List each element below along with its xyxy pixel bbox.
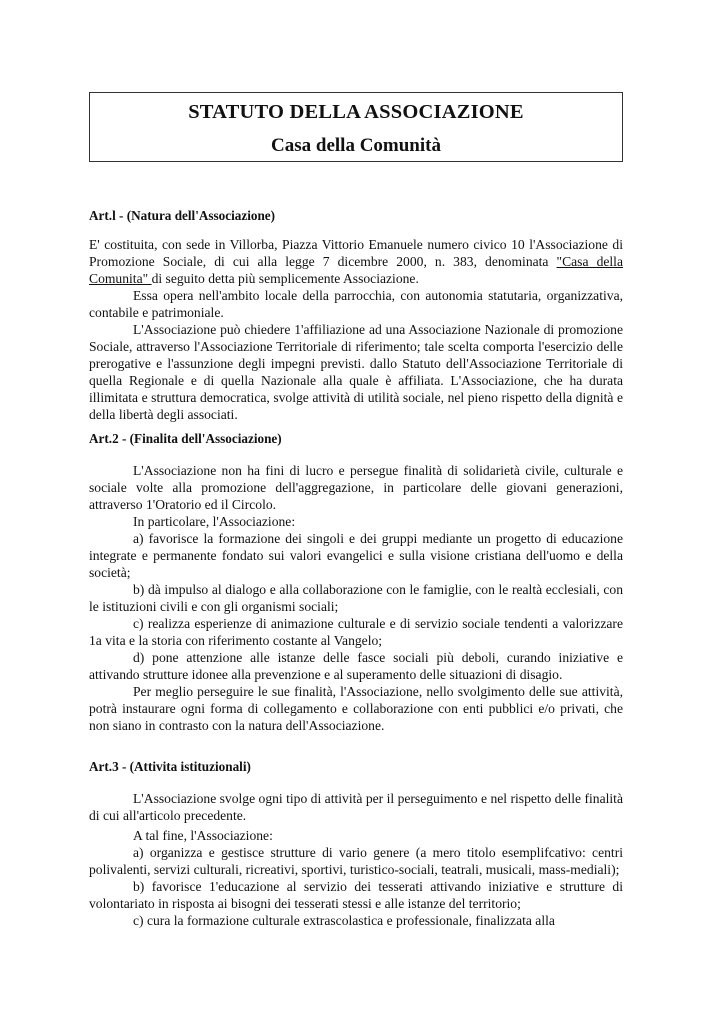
art3-paragraph-1: L'Associazione svolge ogni tipo di attività per il perseguimento e nel rispetto delle finalità di cui all'articolo precedente.: [89, 791, 623, 823]
association-name: Casa della Comunità: [271, 135, 441, 156]
art2-item-c: c) realizza esperienze di animazione culturale e di servizio sociale tendenti a valorizzare 1a vita e la storia con riferimento costante al Vangelo;: [89, 616, 623, 648]
art1-heading: Art.l - (Natura dell'Associazione): [89, 208, 276, 223]
art2-item-d: d) pone attenzione alle istanze delle fasce sociali più deboli, curando iniziative e attivando strutture idonee alla prevenzione e al superamento delle situazioni di disagio.: [89, 650, 623, 682]
art1-paragraph-1: [89, 236, 623, 287]
art1-p1-post: di seguito detta più semplicemente Associazione.: [151, 271, 419, 286]
art2-item-b: b) dà impulso al dialogo e alla collaborazione con le famiglie, con le realtà ecclesiali, con le istituzioni civili e con gli organismi sociali;: [89, 582, 623, 614]
art3-paragraph-2: A tal fine, l'Associazione:: [133, 828, 273, 843]
art2-heading: Art.2 - (Finalita dell'Associazione): [89, 431, 282, 446]
document-title: STATUTO DELLA ASSOCIAZIONE: [188, 101, 524, 123]
art1-p1-pre: E' costituita, con sede in Villorba, Piazza Vittorio Emanuele numero civico 10 l'Associazione di Promozione Sociale, di cui alla legge 7 dicembre 2000, n. 383, denominata: [89, 237, 623, 269]
art2-body: [89, 462, 623, 734]
title-box: [89, 92, 623, 162]
art1-body: [89, 236, 623, 423]
document-page: [89, 92, 623, 928]
art2-paragraph-3: Per meglio perseguire le sue finalità, l'Associazione, nello svolgimento delle sue attività, potrà instaurare ogni forma di collegamento e collaborazione con enti pubblici e/o privati, che non siano in contrasto con la natura dell'Associazione.: [89, 684, 623, 733]
art2-paragraph-1: L'Associazione non ha fini di lucro e persegue finalità di solidarietà civile, culturale e sociale volte alla promozione dell'aggregazione, in particolare delle giovani generazioni, attraverso 1'Oratorio ed il Circolo.: [89, 463, 623, 512]
art1-paragraph-3: L'Associazione può chiedere 1'affiliazione ad una Associazione Nazionale di promozione Sociale, attraverso l'Associazione Territoriale di riferimento; tale scelta comporta l'esercizio delle prerogative e l'assunzione degli impegni previsti. dallo Statuto dell'Associazione Territoriale di quella Regionale e di quella Nazionale alla quale è affiliata. L'Associazione, che ha durata illimitata e struttura democratica, svolge attività di utilità sociale, nel pieno rispetto della dignità e della libertà degli associati.: [89, 322, 623, 422]
art3-item-b: b) favorisce 1'educazione al servizio dei tesserati attivando iniziative e strutture di volontariato in risposta ai bisogni dei tesserati stessi e alle istanze del territorio;: [89, 879, 623, 911]
art1-paragraph-2: Essa opera nell'ambito locale della parrocchia, con autonomia statutaria, organizzativa, contabile e patrimoniale.: [89, 288, 623, 320]
art3-item-a: a) organizza e gestisce strutture di vario genere (a mero titolo esemplifcativo: centri polivalenti, servizi culturali, ricreativi, sportivi, turistico-sociali, teatrali, musicali, mass-mediali);: [89, 845, 623, 877]
art3-item-c: c) cura la formazione culturale extrascolastica e professionale, finalizzata alla: [133, 913, 555, 928]
art1-p1-name: "Casa della Comunita": [89, 254, 623, 286]
art2-item-a: a) favorisce la formazione dei singoli e dei gruppi mediante un progetto di educazione integrate e permanente fondato sui valori evangelici e sulla visione cristiana dell'uomo e della società;: [89, 531, 623, 580]
art3-body: [89, 790, 623, 929]
art2-paragraph-2: In particolare, l'Associazione:: [133, 514, 296, 529]
art3-heading: Art.3 - (Attivita istituzionali): [89, 759, 251, 774]
